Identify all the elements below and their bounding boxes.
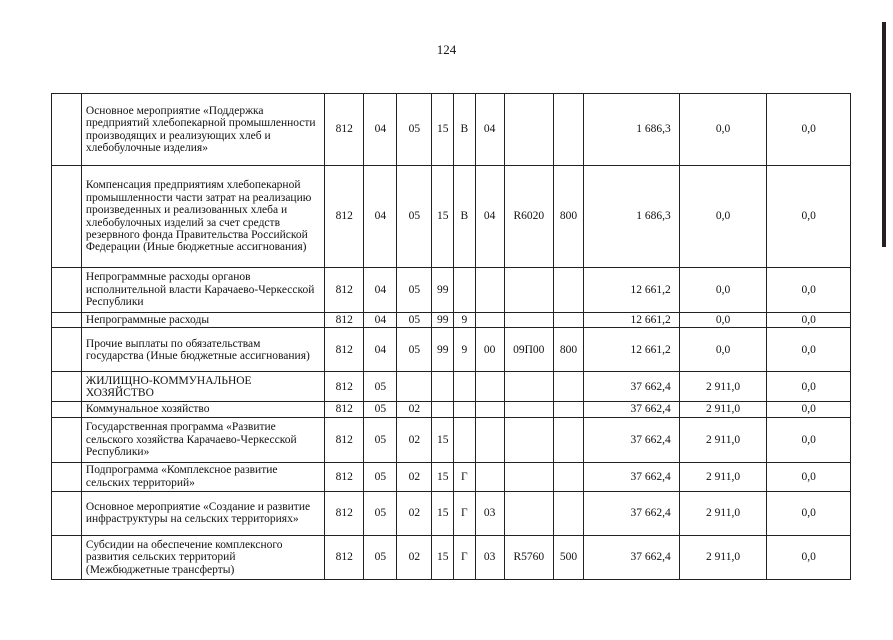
row-name: Основное мероприятие «Поддержка предприятий хлебопекарной промышленности производящих и реализующих хлеб и хлебобулочные изделия» [81, 94, 324, 166]
amount-3: 0,0 [767, 166, 851, 268]
target-code-subprogram: Г [454, 535, 476, 579]
target-code-direction [504, 462, 553, 491]
target-code-program [432, 402, 454, 417]
table-row [52, 328, 851, 372]
target-code-subprogram: 9 [454, 313, 476, 328]
amount-1: 37 662,4 [583, 535, 679, 579]
target-code-subprogram: Г [454, 462, 476, 491]
amount-1: 12 661,2 [583, 313, 679, 328]
ved-code: 812 [325, 268, 364, 313]
expense-type-code: 800 [554, 166, 584, 268]
section-code: 05 [364, 491, 397, 535]
expense-type-code [554, 268, 584, 313]
amount-1: 37 662,4 [583, 372, 679, 402]
ved-code: 812 [325, 328, 364, 372]
row-name: Основное мероприятие «Создание и развитие инфраструктуры на сельских территориях» [81, 491, 324, 535]
expense-type-code [554, 491, 584, 535]
ved-code: 812 [325, 94, 364, 166]
target-code-subprogram: В [454, 94, 476, 166]
row-name: Коммунальное хозяйство [81, 402, 324, 417]
table-row [52, 313, 851, 328]
target-code-direction: R5760 [504, 535, 553, 579]
table-row [52, 417, 851, 462]
amount-3: 0,0 [767, 417, 851, 462]
target-code-program: 15 [432, 94, 454, 166]
amount-2: 0,0 [679, 328, 767, 372]
page-number: 124 [436, 42, 457, 57]
subsection-code: 05 [397, 268, 432, 313]
expense-type-code [554, 372, 584, 402]
target-code-subprogram [454, 417, 476, 462]
section-code: 05 [364, 535, 397, 579]
target-code-event: 03 [475, 535, 504, 579]
empty-cell [52, 372, 82, 402]
budget-table [51, 93, 851, 580]
empty-cell [52, 491, 82, 535]
ved-code: 812 [325, 491, 364, 535]
target-code-event [475, 462, 504, 491]
row-name: Подпрограмма «Комплексное развитие сельских территорий» [81, 462, 324, 491]
amount-3: 0,0 [767, 402, 851, 417]
scan-edge-mark [882, 22, 886, 247]
row-name: ЖИЛИЩНО-КОММУНАЛЬНОЕ ХОЗЯЙСТВО [81, 372, 324, 402]
row-name: Непрограммные расходы [81, 313, 324, 328]
ved-code: 812 [325, 535, 364, 579]
section-code: 04 [364, 328, 397, 372]
amount-3: 0,0 [767, 328, 851, 372]
amount-2: 0,0 [679, 94, 767, 166]
target-code-event [475, 372, 504, 402]
row-name: Непрограммные расходы органов исполнительной власти Карачаево-Черкесской Республики [81, 268, 324, 313]
amount-2: 2 911,0 [679, 535, 767, 579]
empty-cell [52, 166, 82, 268]
table-row [52, 166, 851, 268]
ved-code: 812 [325, 372, 364, 402]
expense-type-code: 500 [554, 535, 584, 579]
ved-code: 812 [325, 462, 364, 491]
amount-1: 37 662,4 [583, 417, 679, 462]
target-code-event [475, 268, 504, 313]
amount-2: 2 911,0 [679, 402, 767, 417]
table-row [52, 402, 851, 417]
section-code: 05 [364, 402, 397, 417]
amount-2: 2 911,0 [679, 491, 767, 535]
target-code-program: 15 [432, 462, 454, 491]
target-code-subprogram [454, 372, 476, 402]
amount-2: 2 911,0 [679, 372, 767, 402]
target-code-event: 04 [475, 166, 504, 268]
section-code: 05 [364, 372, 397, 402]
amount-1: 1 686,3 [583, 94, 679, 166]
section-code: 04 [364, 268, 397, 313]
empty-cell [52, 417, 82, 462]
amount-3: 0,0 [767, 535, 851, 579]
amount-3: 0,0 [767, 268, 851, 313]
subsection-code: 05 [397, 94, 432, 166]
amount-3: 0,0 [767, 491, 851, 535]
target-code-direction: R6020 [504, 166, 553, 268]
target-code-event [475, 313, 504, 328]
target-code-direction [504, 491, 553, 535]
amount-1: 12 661,2 [583, 328, 679, 372]
target-code-program: 99 [432, 313, 454, 328]
section-code: 04 [364, 166, 397, 268]
empty-cell [52, 268, 82, 313]
table-row [52, 535, 851, 579]
target-code-direction [504, 268, 553, 313]
subsection-code: 02 [397, 491, 432, 535]
row-name: Государственная программа «Развитие сельского хозяйства Карачаево-Черкесской Республики» [81, 417, 324, 462]
target-code-subprogram [454, 402, 476, 417]
empty-cell [52, 402, 82, 417]
amount-1: 37 662,4 [583, 402, 679, 417]
target-code-direction [504, 313, 553, 328]
table-row [52, 268, 851, 313]
target-code-direction [504, 94, 553, 166]
empty-cell [52, 94, 82, 166]
subsection-code: 02 [397, 535, 432, 579]
section-code: 04 [364, 313, 397, 328]
target-code-event: 00 [475, 328, 504, 372]
amount-1: 37 662,4 [583, 491, 679, 535]
target-code-subprogram: Г [454, 491, 476, 535]
table-row [52, 372, 851, 402]
target-code-program: 15 [432, 491, 454, 535]
expense-type-code [554, 313, 584, 328]
target-code-subprogram: В [454, 166, 476, 268]
expense-type-code [554, 402, 584, 417]
target-code-subprogram: 9 [454, 328, 476, 372]
target-code-program: 15 [432, 417, 454, 462]
ved-code: 812 [325, 166, 364, 268]
row-name: Прочие выплаты по обязательствам государства (Иные бюджетные ассигнования) [81, 328, 324, 372]
target-code-program: 99 [432, 268, 454, 313]
expense-type-code: 800 [554, 328, 584, 372]
target-code-program: 15 [432, 535, 454, 579]
target-code-direction [504, 402, 553, 417]
target-code-event [475, 417, 504, 462]
amount-1: 12 661,2 [583, 268, 679, 313]
amount-2: 2 911,0 [679, 462, 767, 491]
expense-type-code [554, 462, 584, 491]
ved-code: 812 [325, 402, 364, 417]
subsection-code: 02 [397, 462, 432, 491]
table-row [52, 94, 851, 166]
table-row [52, 462, 851, 491]
empty-cell [52, 313, 82, 328]
expense-type-code [554, 417, 584, 462]
target-code-program [432, 372, 454, 402]
target-code-program: 15 [432, 166, 454, 268]
amount-2: 0,0 [679, 313, 767, 328]
row-name: Компенсация предприятиям хлебопекарной промышленности части затрат на реализацию произведенных и реализованных хлеба и хлебобулочных изделий за счет средств резервного фонда Правительства Российской Федерации (Иные бюджетные ассигнования) [81, 166, 324, 268]
ved-code: 812 [325, 313, 364, 328]
expense-type-code [554, 94, 584, 166]
ved-code: 812 [325, 417, 364, 462]
target-code-event [475, 402, 504, 417]
row-name: Субсидии на обеспечение комплексного развития сельских территорий (Межбюджетные трансферты) [81, 535, 324, 579]
section-code: 05 [364, 417, 397, 462]
subsection-code: 05 [397, 166, 432, 268]
amount-3: 0,0 [767, 94, 851, 166]
subsection-code: 05 [397, 328, 432, 372]
amount-2: 0,0 [679, 268, 767, 313]
target-code-direction [504, 417, 553, 462]
subsection-code: 05 [397, 313, 432, 328]
amount-1: 1 686,3 [583, 166, 679, 268]
amount-2: 2 911,0 [679, 417, 767, 462]
empty-cell [52, 328, 82, 372]
target-code-event: 03 [475, 491, 504, 535]
subsection-code [397, 372, 432, 402]
target-code-program: 99 [432, 328, 454, 372]
target-code-event: 04 [475, 94, 504, 166]
table-row [52, 491, 851, 535]
amount-1: 37 662,4 [583, 462, 679, 491]
amount-3: 0,0 [767, 462, 851, 491]
amount-3: 0,0 [767, 313, 851, 328]
amount-3: 0,0 [767, 372, 851, 402]
amount-2: 0,0 [679, 166, 767, 268]
section-code: 04 [364, 94, 397, 166]
empty-cell [52, 462, 82, 491]
empty-cell [52, 535, 82, 579]
subsection-code: 02 [397, 402, 432, 417]
subsection-code: 02 [397, 417, 432, 462]
target-code-direction: 09П00 [504, 328, 553, 372]
target-code-subprogram [454, 268, 476, 313]
section-code: 05 [364, 462, 397, 491]
target-code-direction [504, 372, 553, 402]
